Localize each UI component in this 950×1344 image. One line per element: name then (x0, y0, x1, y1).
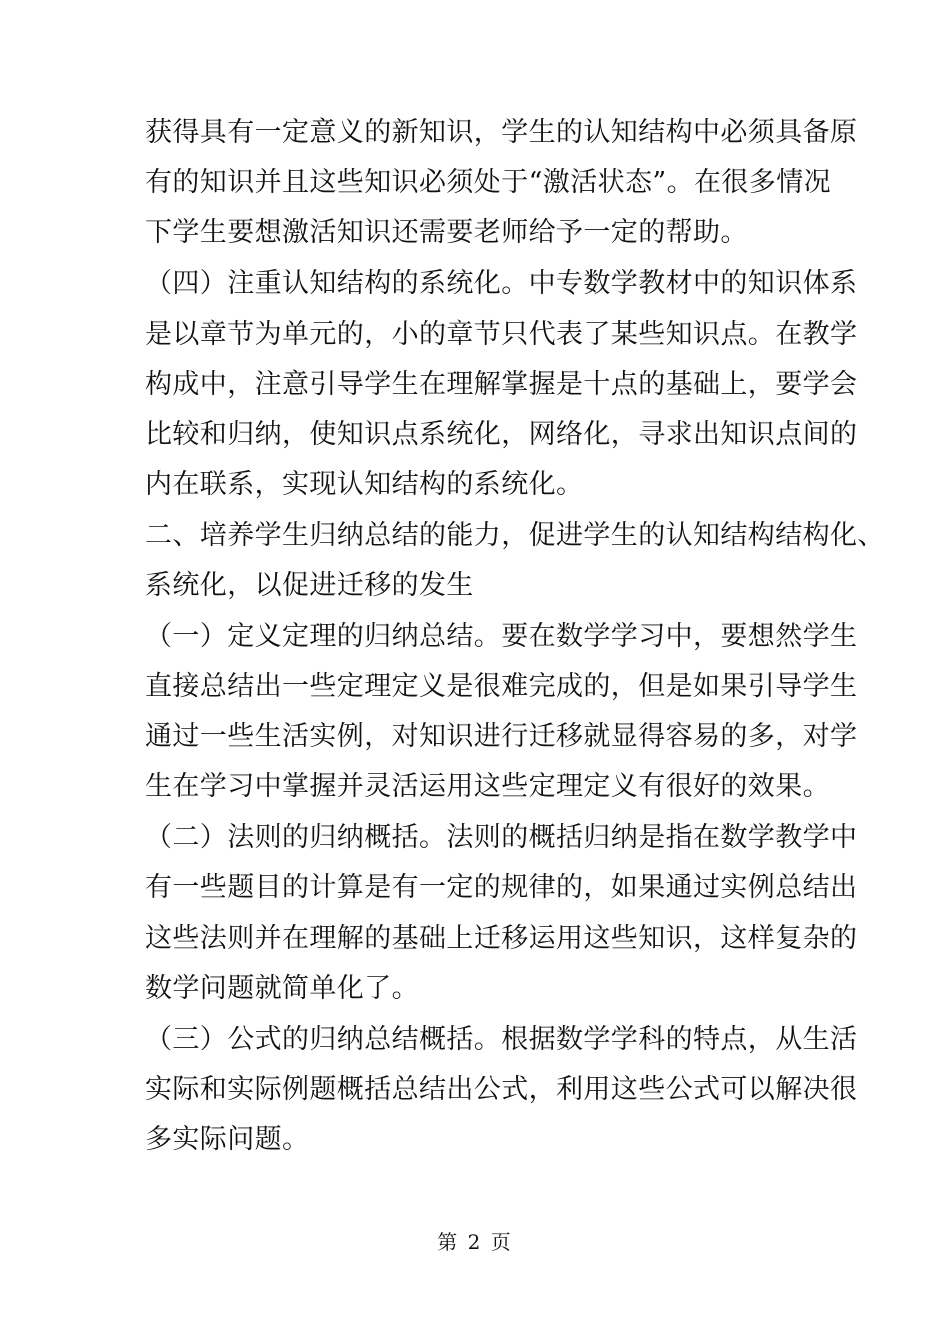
page-number: 第 2 页 (437, 1230, 513, 1254)
text-line: 是以章节为单元的，小的章节只代表了某些知识点。在教学 (145, 319, 858, 350)
text-line: 下学生要想激活知识还需要老师给予一定的帮助。 (145, 217, 748, 248)
text-line: 构成中，注意引导学生在理解掌握是十点的基础上，要学会 (145, 369, 858, 400)
text-line: 实际和实际例题概括总结出公式，利用这些公式可以解决很 (145, 1074, 858, 1105)
text-line: 数学问题就简单化了。 (145, 973, 419, 1004)
text-line: 这些法则并在理解的基础上迁移运用这些知识，这样复杂的 (145, 923, 858, 954)
text-line: 内在联系，实现认知结构的系统化。 (145, 469, 584, 500)
text-line: 直接总结出一些定理定义是很难完成的，但是如果引导学生 (145, 671, 858, 702)
text-line: 获得具有一定意义的新知识，学生的认知结构中必须具备原 (145, 117, 858, 148)
paragraph-heading-line: （四）注重认知结构的系统化。中专数学教材中的知识体系 (145, 268, 858, 299)
section-heading-line: 系统化，以促进迁移的发生 (145, 570, 474, 601)
text-line: 多实际问题。 (145, 1124, 310, 1155)
paragraph-heading-line: （二）法则的归纳概括。法则的概括归纳是指在数学教学中 (145, 822, 858, 853)
text-line: 生在学习中掌握并灵活运用这些定理定义有很好的效果。 (145, 771, 830, 802)
text-line: 有的知识并且这些知识必须处于“激活状态”。在很多情况 (145, 167, 832, 198)
text-line: 比较和归纳，使知识点系统化，网络化，寻求出知识点间的 (145, 419, 858, 450)
section-heading-line: 二、培养学生归纳总结的能力，促进学生的认知结构结构化、 (145, 520, 885, 551)
paragraph-heading-line: （一）定义定理的归纳总结。要在数学学习中，要想然学生 (145, 621, 858, 652)
text-line: 通过一些生活实例，对知识进行迁移就显得容易的多，对学 (145, 721, 858, 752)
text-line: 有一些题目的计算是有一定的规律的，如果通过实例总结出 (145, 872, 858, 903)
paragraph-heading-line: （三）公式的归纳总结概括。根据数学学科的特点，从生活 (145, 1024, 858, 1055)
